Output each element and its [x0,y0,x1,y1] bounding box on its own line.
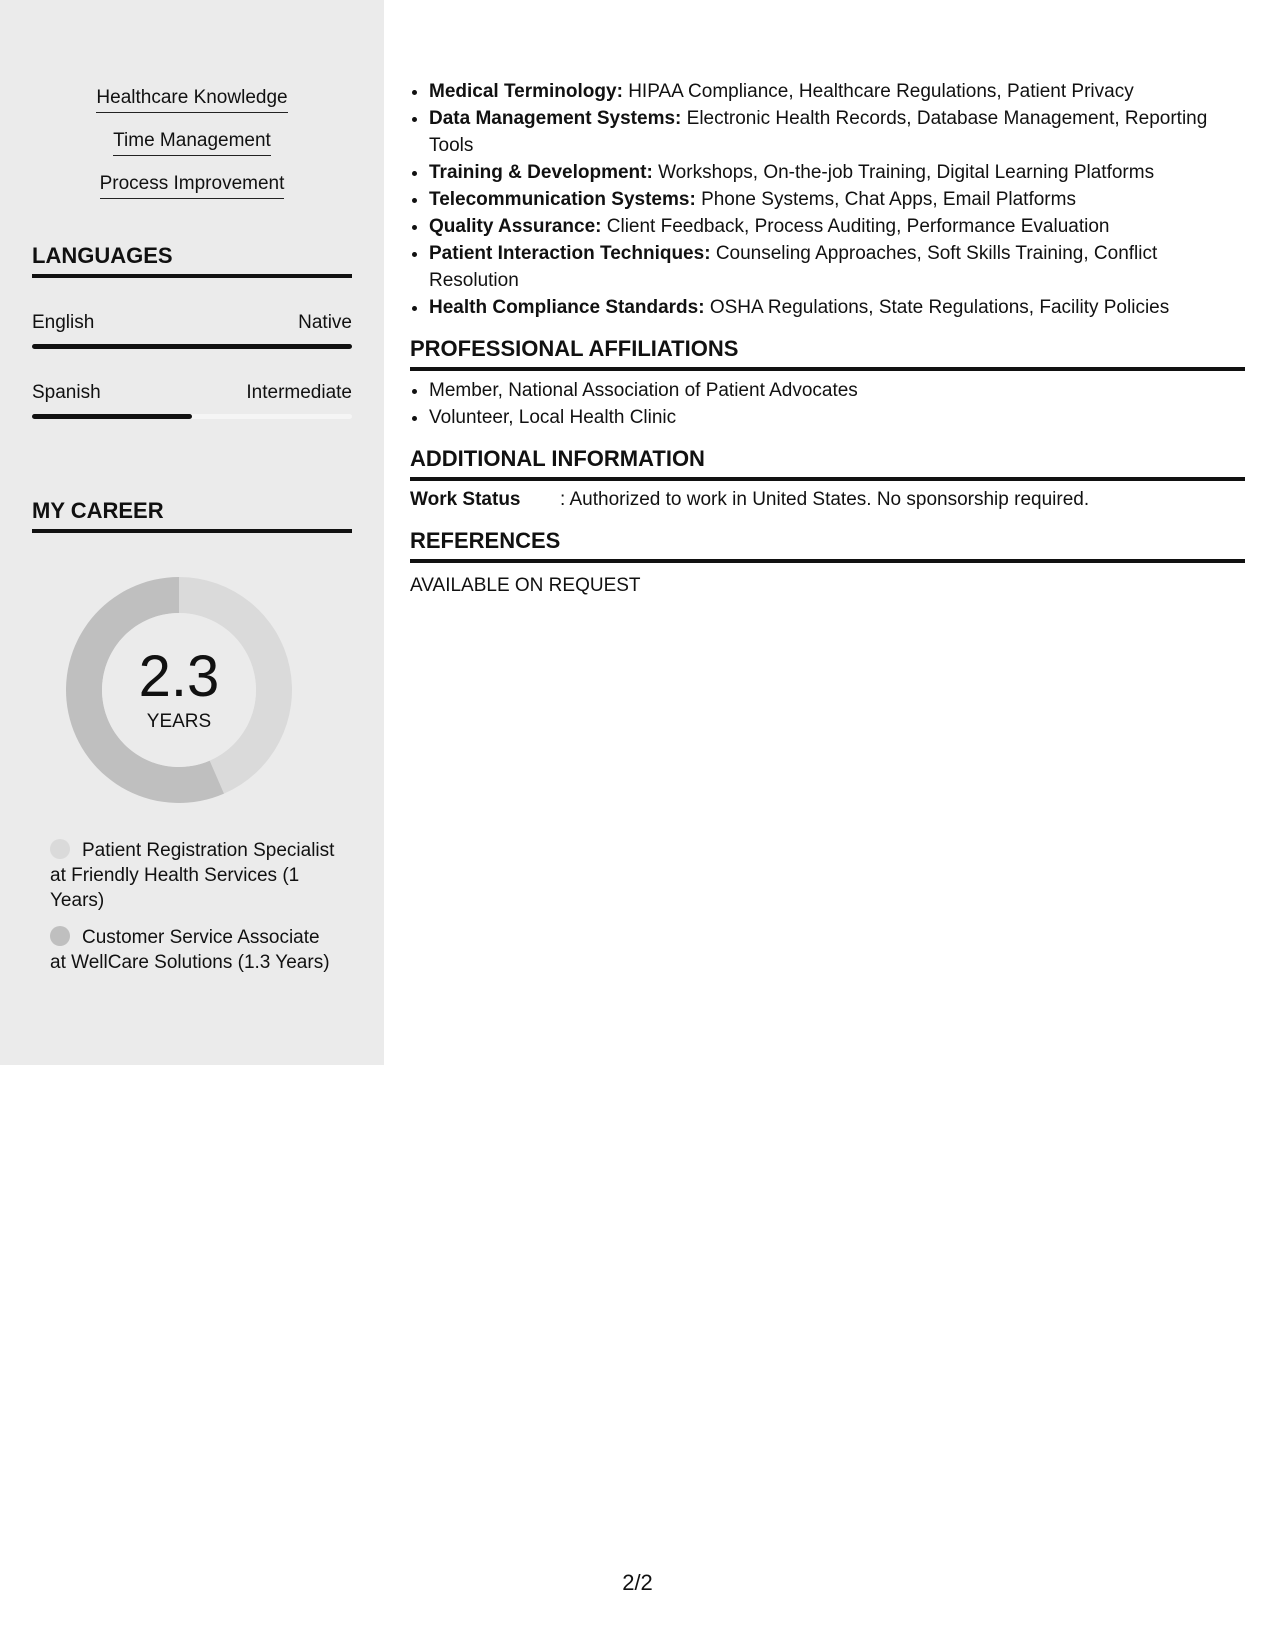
main-content [410,78,1245,599]
skill-category-label: Quality Assurance: [429,216,602,237]
skill-category [429,78,1245,105]
work-status-row [410,487,1245,513]
skill-category [429,186,1245,213]
language-spanish [32,381,352,419]
skill-categories-list [410,78,1245,321]
skill-item: Time Management [113,129,271,156]
skill-category-text: HIPAA Compliance, Healthcare Regulations, Patient Privacy [628,81,1134,102]
affiliation-item: • Volunteer, Local Health Clinic [429,404,1245,431]
language-level: Intermediate [246,382,352,403]
work-status-value: : Authorized to work in United States. No sponsorship required. [560,489,1090,510]
career-heading: MY CAREER [32,497,352,533]
languages-heading: LANGUAGES [32,242,352,278]
skill-category-text: Client Feedback, Process Auditing, Performance Evaluation [606,216,1110,237]
skill-category-label: Telecommunication Systems: [429,189,696,210]
language-name: Spanish [32,382,101,403]
skill-category-text: OSHA Regulations, State Regulations, Facility Policies [709,297,1170,318]
career-item [50,838,340,913]
skill-category [429,159,1245,186]
language-level: Native [298,312,352,333]
career-total-years: 2.3 [138,644,220,709]
skill-category-label: Medical Terminology: [429,81,623,102]
career-item [50,925,340,975]
career-years-unit: YEARS [146,711,212,732]
references-heading: REFERENCES [410,527,1245,563]
skill-category-text: Electronic Health Records, Database Management, Reporting Tools [429,108,1208,156]
skill-category-text: Counseling Approaches, Soft Skills Training, Conflict Resolution [429,243,1158,291]
skill-category [429,240,1245,294]
career-item-text: Patient Registration Specialist at Friendly Health Services (1 Years) [50,840,335,911]
skill-category [429,213,1245,240]
skill-category-label: Patient Interaction Techniques: [429,243,711,264]
work-status-label: Work Status [410,489,521,510]
language-proficiency-fill [32,414,192,419]
skills-list [0,86,384,215]
language-proficiency-bar [32,344,352,349]
affiliations-list [410,377,1245,431]
language-english [32,311,352,349]
language-proficiency-bar [32,414,352,419]
additional-info-heading: ADDITIONAL INFORMATION [410,445,1245,481]
legend-dot-icon [50,926,70,946]
language-proficiency-fill [32,344,352,349]
skill-item: Healthcare Knowledge [96,86,287,113]
sidebar [0,0,384,1065]
skill-item: Process Improvement [100,172,285,199]
page-number: 2/2 [622,1570,653,1595]
skill-category-label: Training & Development: [429,162,653,183]
skill-category-label: Health Compliance Standards: [429,297,705,318]
affiliation-item: • Member, National Association of Patient Advocates [429,377,1245,404]
skill-category-label: Data Management Systems: [429,108,682,129]
language-name: English [32,312,95,333]
skill-category-text: Workshops, On-the-job Training, Digital Learning Platforms [658,162,1155,183]
skill-category [429,105,1245,159]
career-donut [66,577,292,803]
affiliations-heading: PROFESSIONAL AFFILIATIONS [410,335,1245,371]
references-text: AVAILABLE ON REQUEST [410,575,641,596]
skill-category [429,294,1245,321]
skill-category-text: Phone Systems, Chat Apps, Email Platforms [701,189,1076,210]
career-item-text: Customer Service Associate at WellCare Solutions (1.3 Years) [50,927,330,973]
legend-dot-icon [50,839,70,859]
career-legend [50,838,340,987]
